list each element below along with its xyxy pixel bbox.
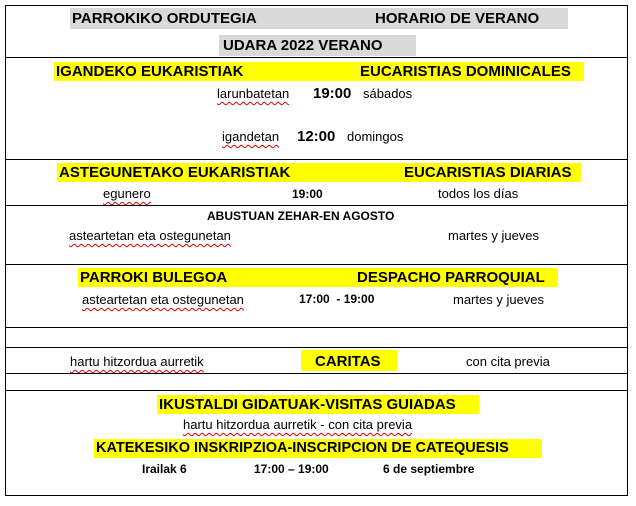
row-divider bbox=[5, 57, 628, 58]
header-title-es: HORARIO DE VERANO bbox=[375, 10, 540, 27]
row-divider bbox=[5, 159, 628, 160]
daily-label-es: todos los días bbox=[438, 186, 519, 201]
row-divider bbox=[5, 327, 628, 328]
caritas-title: CARITAS bbox=[315, 353, 381, 370]
catechesis-title: KATEKESIKO INSKRIPZIOA-INSCRIPCION DE CATEQUESIS bbox=[96, 440, 509, 456]
sunday-label-es: domingos bbox=[347, 129, 404, 144]
office-days-es: martes y jueves bbox=[453, 292, 545, 307]
catechesis-time: 17:00 – 19:00 bbox=[254, 462, 329, 476]
saturday-label-eu: larunbatetan bbox=[217, 86, 290, 101]
saturday-time: 19:00 bbox=[313, 85, 352, 102]
row-divider bbox=[5, 347, 628, 348]
caritas-appt-es: con cita previa bbox=[466, 354, 550, 369]
daily-time: 19:00 bbox=[292, 187, 323, 201]
row-divider bbox=[5, 264, 628, 265]
sunday-title-eu: IGANDEKO EUKARISTIAK bbox=[56, 63, 244, 80]
office-days-eu: asteartetan eta ostegunetan bbox=[82, 292, 244, 307]
row-divider bbox=[5, 205, 628, 206]
august-title: ABUSTUAN ZEHAR-EN AGOSTO bbox=[207, 209, 395, 223]
office-title-es: DESPACHO PARROQUIAL bbox=[357, 269, 545, 286]
weekday-title-eu: ASTEGUNETAKO EUKARISTIAK bbox=[59, 164, 291, 181]
office-time: 17:00 - 19:00 bbox=[299, 292, 375, 306]
august-days-es: martes y jueves bbox=[448, 228, 540, 243]
sunday-title-es: EUCARISTIAS DOMINICALES bbox=[360, 63, 571, 80]
row-divider bbox=[5, 390, 628, 391]
season-title: UDARA 2022 VERANO bbox=[223, 37, 383, 54]
catechesis-date-es: 6 de septiembre bbox=[383, 462, 475, 476]
visits-appt: hartu hitzordua aurretik - con cita previa bbox=[183, 417, 413, 432]
weekday-title-es: EUCARISTIAS DIARIAS bbox=[404, 164, 572, 181]
visits-title: IKUSTALDI GIDATUAK-VISITAS GUIADAS bbox=[159, 396, 456, 413]
header-title-eu: PARROKIKO ORDUTEGIA bbox=[72, 10, 257, 27]
sunday-label-eu: igandetan bbox=[222, 129, 280, 144]
saturday-label-es: sábados bbox=[363, 86, 413, 101]
office-title-eu: PARROKI BULEGOA bbox=[80, 269, 228, 286]
row-divider bbox=[5, 373, 628, 374]
caritas-appt-eu: hartu hitzordua aurretik bbox=[70, 354, 204, 369]
sunday-time: 12:00 bbox=[297, 128, 336, 145]
catechesis-date-eu: Irailak 6 bbox=[142, 462, 187, 476]
daily-label-eu: egunero bbox=[103, 186, 151, 201]
august-days-eu: asteartetan eta ostegunetan bbox=[69, 228, 231, 243]
